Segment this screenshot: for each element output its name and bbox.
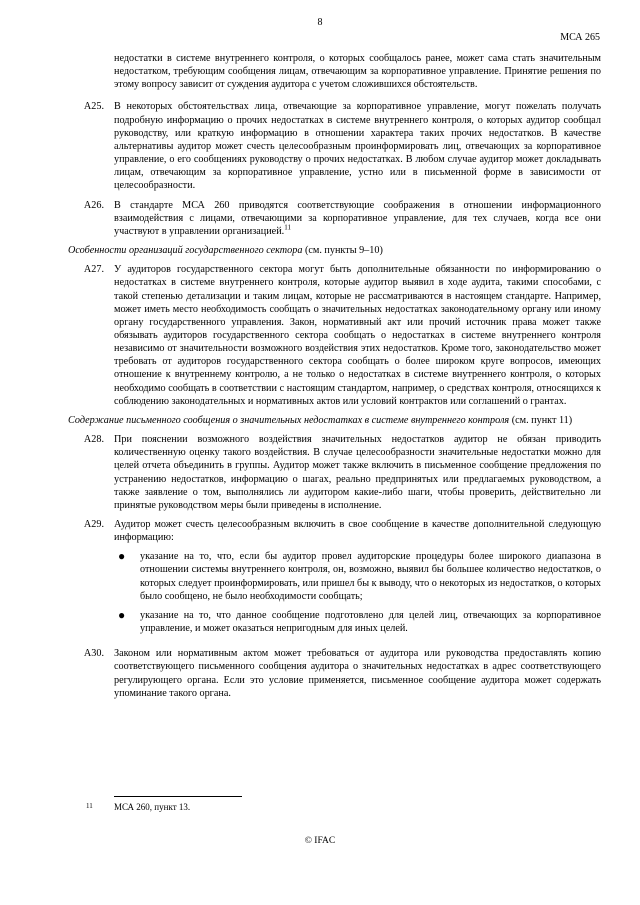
paragraph-a29 xyxy=(83,518,601,641)
paragraph-a30 xyxy=(83,647,601,700)
paragraph-text: При пояснении возможного воздействия значительных недостатков аудитор не обязан приводить количественную оценку такого воздействия. В случае целесообразности значительные недостатки можно для целей отчета объединить в группы. Аудитор может также включить в письменное сообщение предложения по устранению недостатков, информацию о шагах, реально предпринятых или предлагаемых руководством, а также заявление о том, выполнялись ли аудитором какие-либо шаги, чтобы проверить, действительно ли принятые руководством меры были приведены в исполнение. xyxy=(114,434,601,511)
paragraph-text: У аудиторов государственного сектора могут быть дополнительные обязанности по информированию о недостатках в системе внутреннего контроля, которые аудитор выявил в ходе аудита, такими способами, с такой степенью детализации и таким лицам, которые не рассматриваются в настоящем стандарте. Например, может иметь место необходимость сообщать о значительных недостатках законодательному органу или иному органу государственного управления. Закон, нормативный акт или прочий источник права может также обязывать аудиторов государственного сектора сообщать о недостатках в системе внутреннего контроля независимо от значительности возможного воздействия этих недостатков. Кроме того, законодательство может требовать от аудиторов государственного сектора сообщать о более широком круге вопросов, имеющих отношение к внутреннему контролю, а не только о недостатках в системе внутреннего контроля, о которых необходимо сообщать в соответствии с настоящим стандартом, например, о средствах контроля, относящихся к соблюдению законодательных и нормативных актов или условий контрактов или соглашений о грантах. xyxy=(114,264,601,407)
footnote-reference[interactable]: 11 xyxy=(284,223,291,232)
footnote-text: МСА 260, пункт 13. xyxy=(114,802,191,812)
list-item-text: указание на то, что данное сообщение подготовлено для целей лиц, отвечающих за корпоративное управление, и может оказаться непригодным для иных целей. xyxy=(140,609,601,635)
bullet-list xyxy=(114,550,601,635)
document-code: МСА 265 xyxy=(560,32,600,43)
bullet-icon: ● xyxy=(118,549,126,564)
footnote-divider xyxy=(114,796,242,797)
footnote xyxy=(86,802,191,812)
paragraph-a27 xyxy=(83,263,601,408)
paragraph-number: A29. xyxy=(83,519,104,530)
page-number: 8 xyxy=(317,17,323,28)
section-reference: (см. пункт 11) xyxy=(509,414,573,426)
section-title: Содержание письменного сообщения о значительных недостатках в системе внутреннего контроля xyxy=(68,414,510,426)
paragraph-number: A25. xyxy=(83,101,104,113)
list-item-text: указание на то, что, если бы аудитор провел аудиторские процедуры более широкого диапазона в отношении системы внутреннего контроля, он, возможно, выявил бы большее количество недостатков, о которых следует проинформировать, или пришел бы к выводу, что о некоторых из недостатков, о которых было сообщено, не было необходимости сообщать; xyxy=(140,551,601,602)
section-title: Особенности организаций государственного сектора xyxy=(68,245,303,257)
paragraph-text: Законом или нормативным актом может требоваться от аудитора или руководства предоставлять копию соответствующего письменного сообщения аудитора о значительных недостатках в адрес соответствующего регулирующего органа. Если это условие применяется, письменное сообщение аудитора может содержать упоминание такого органа. xyxy=(114,648,601,699)
paragraph-number: A30. xyxy=(83,648,104,660)
section-heading-public-sector xyxy=(68,244,601,257)
paragraph-text: В стандарте МСА 260 приводятся соответствующие соображения в отношении информационного взаимодействия с лицами, отвечающими за корпоративное управление, для тех случаев, когда все они участвуют в управлении организацией. xyxy=(114,199,601,237)
list-item xyxy=(114,609,601,635)
paragraph-text: Аудитор может счесть целесообразным включить в свое сообщение в качестве дополнительной следующую информацию: xyxy=(114,519,601,544)
footnote-number: 11 xyxy=(86,802,93,810)
paragraph-a26 xyxy=(83,199,601,238)
paragraph-number: A27. xyxy=(83,264,104,276)
section-heading-written-communication xyxy=(68,414,601,427)
paragraph-number: A26. xyxy=(83,199,104,211)
paragraph-number: A28. xyxy=(83,434,104,446)
body-text xyxy=(68,52,601,706)
section-reference: (см. пункты 9–10) xyxy=(302,245,383,257)
paragraph-a25 xyxy=(83,100,601,192)
bullet-icon: ● xyxy=(118,607,126,622)
continuation-paragraph: недостатки в системе внутреннего контроля, о которых сообщалось ранее, может сама стать значительным недостатком, требующим сообщения лицам, отвечающим за корпоративное управление. Принятие решения по этому вопросу зависит от суждения аудитора с учетом сложившихся обстоятельств. xyxy=(114,53,601,91)
paragraph-text: В некоторых обстоятельствах лица, отвечающие за корпоративное управление, могут пожелать получать подробную информацию о прочих недостатках в системе внутреннего контроля, о которых аудитор сообщал руководству, или краткую информацию в отношении характера таких прочих недостатков. В качестве альтернативы аудитор может счесть целесообразным проинформировать лиц, отвечающих за корпоративное управление, о его сообщениях руководству о прочих недостатках. В любом случае аудитор может докладывать лицам, отвечающим за корпоративное управление, устно или в письменной форме в зависимости от целесообразности. xyxy=(114,101,601,192)
list-item xyxy=(114,550,601,603)
copyright-footer: © IFAC xyxy=(304,836,336,846)
paragraph-a28 xyxy=(83,433,601,512)
